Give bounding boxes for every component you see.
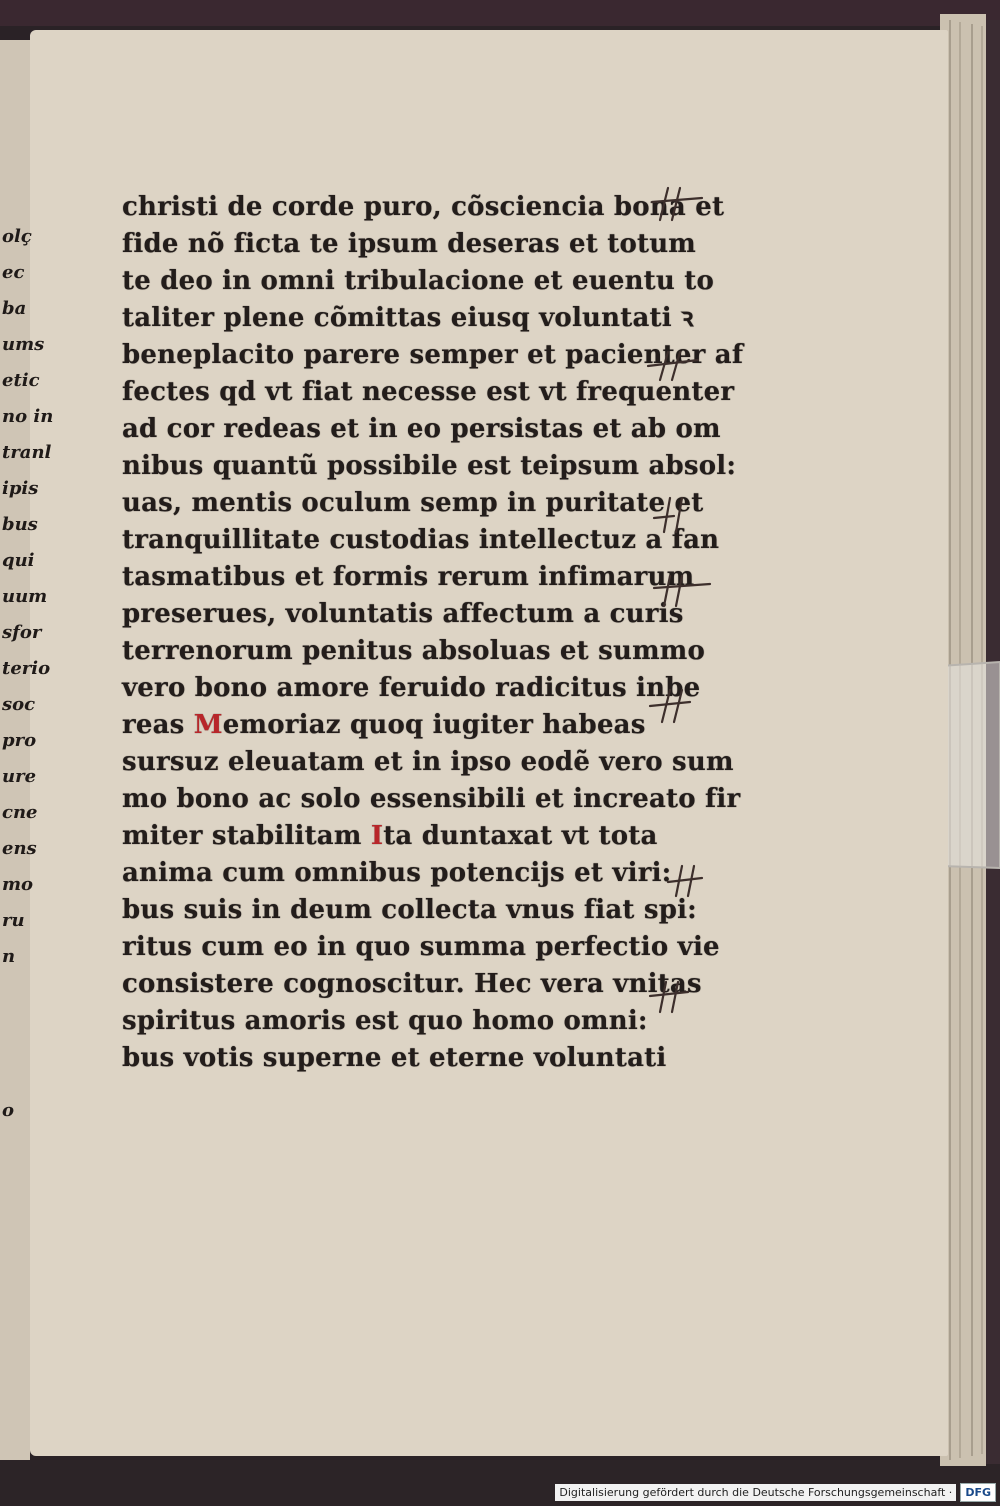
fragment: cne (2, 802, 38, 823)
fragment: o (2, 1100, 15, 1121)
text-line: bus votis superne et eterne voluntati (122, 1043, 667, 1073)
text-line: bus suis in deum collecta vnus fiat spi: (122, 895, 697, 925)
pencil-mark (648, 352, 698, 380)
text-line: christi de corde puro, cõsciencia bona et (122, 192, 725, 222)
pencil-mark (654, 498, 682, 532)
text-segment: reas (122, 710, 185, 740)
pencil-mark (650, 690, 690, 722)
dfg-logo: DFG (960, 1483, 996, 1502)
fragment: qui (2, 550, 35, 571)
fragment: uum (2, 586, 48, 607)
fragment: mo (2, 874, 34, 895)
text-line: uas, mentis oculum semp in puritate et (122, 488, 704, 518)
fragment: bus (2, 514, 38, 535)
fragment: ec (2, 262, 25, 283)
fragment: ipis (2, 478, 39, 499)
text-line: anima cum omnibus potencijs et viri: (122, 858, 672, 888)
fragment: ba (2, 298, 27, 319)
text-line: fectes qd vt fiat necesse est vt frequenter (122, 377, 735, 407)
pencil-mark (668, 866, 702, 896)
text-line: tranquillitate custodias intellectuz a fan (122, 525, 720, 555)
fragment: sfor (2, 622, 42, 643)
text-line: beneplacito parere semper et pacienter af (122, 340, 744, 370)
fragment: olç (2, 226, 32, 247)
right-page (30, 30, 948, 1456)
pencil-mark (654, 576, 710, 606)
fragment: pro (2, 730, 37, 751)
text-line: taliter plene cõmittas eiusq voluntati ꝛ (122, 303, 694, 333)
text-line: vero bono amore feruido radicitus inbe (122, 673, 701, 703)
text-line: nibus quantũ possibile est teipsum absol: (122, 451, 737, 481)
text-line: fide nõ ficta te ipsum deseras et totum (122, 229, 697, 259)
text-segment: ta duntaxat vt tota (383, 821, 658, 851)
text-segment: emoriaz quoq iugiter habeas (222, 710, 646, 740)
rubric-initial: I (370, 821, 384, 851)
text-line: consistere cognoscitur. Hec vera vnitas (122, 969, 702, 999)
fragment: soc (2, 694, 36, 715)
margin-marks (30, 30, 948, 1456)
text-line: preserues, voluntatis affectum a curis (122, 599, 684, 629)
text-segment: miter stabilitam (122, 821, 362, 851)
text-line: spiritus amoris est quo homo omni: (122, 1006, 648, 1036)
fragment: tranl (2, 442, 52, 463)
pencil-mark (652, 188, 702, 220)
text-line: tasmatibus et formis rerum infimarum (122, 562, 695, 592)
fragment: ru (2, 910, 25, 931)
credit-text: Digitalisierung gefördert durch die Deutsche Forschungsgemeinschaft · (555, 1484, 956, 1501)
rubric-initial: M (193, 710, 223, 740)
fragment: etic (2, 370, 40, 391)
fragment: n (2, 946, 16, 967)
pencil-mark (650, 982, 688, 1012)
text-line: sursuz eleuatam et in ipso eodẽ vero sum (122, 747, 734, 777)
fragment: ure (2, 766, 37, 787)
text-line: te deo in omni tribulacione et euentu to (122, 266, 714, 296)
fragment: ens (2, 838, 37, 859)
fragment: terio (2, 658, 51, 679)
text-line: terrenorum penitus absoluas et summo (122, 636, 706, 666)
text-line: ad cor redeas et in eo persistas et ab om (122, 414, 721, 444)
digitization-credit (555, 1482, 996, 1502)
fragment: ums (2, 334, 45, 355)
text-line: mo bono ac solo essensibili et increato fir (122, 784, 741, 814)
text-line: ritus cum eo in quo summa perfectio vie (122, 932, 720, 962)
fragment: no in (2, 406, 54, 427)
